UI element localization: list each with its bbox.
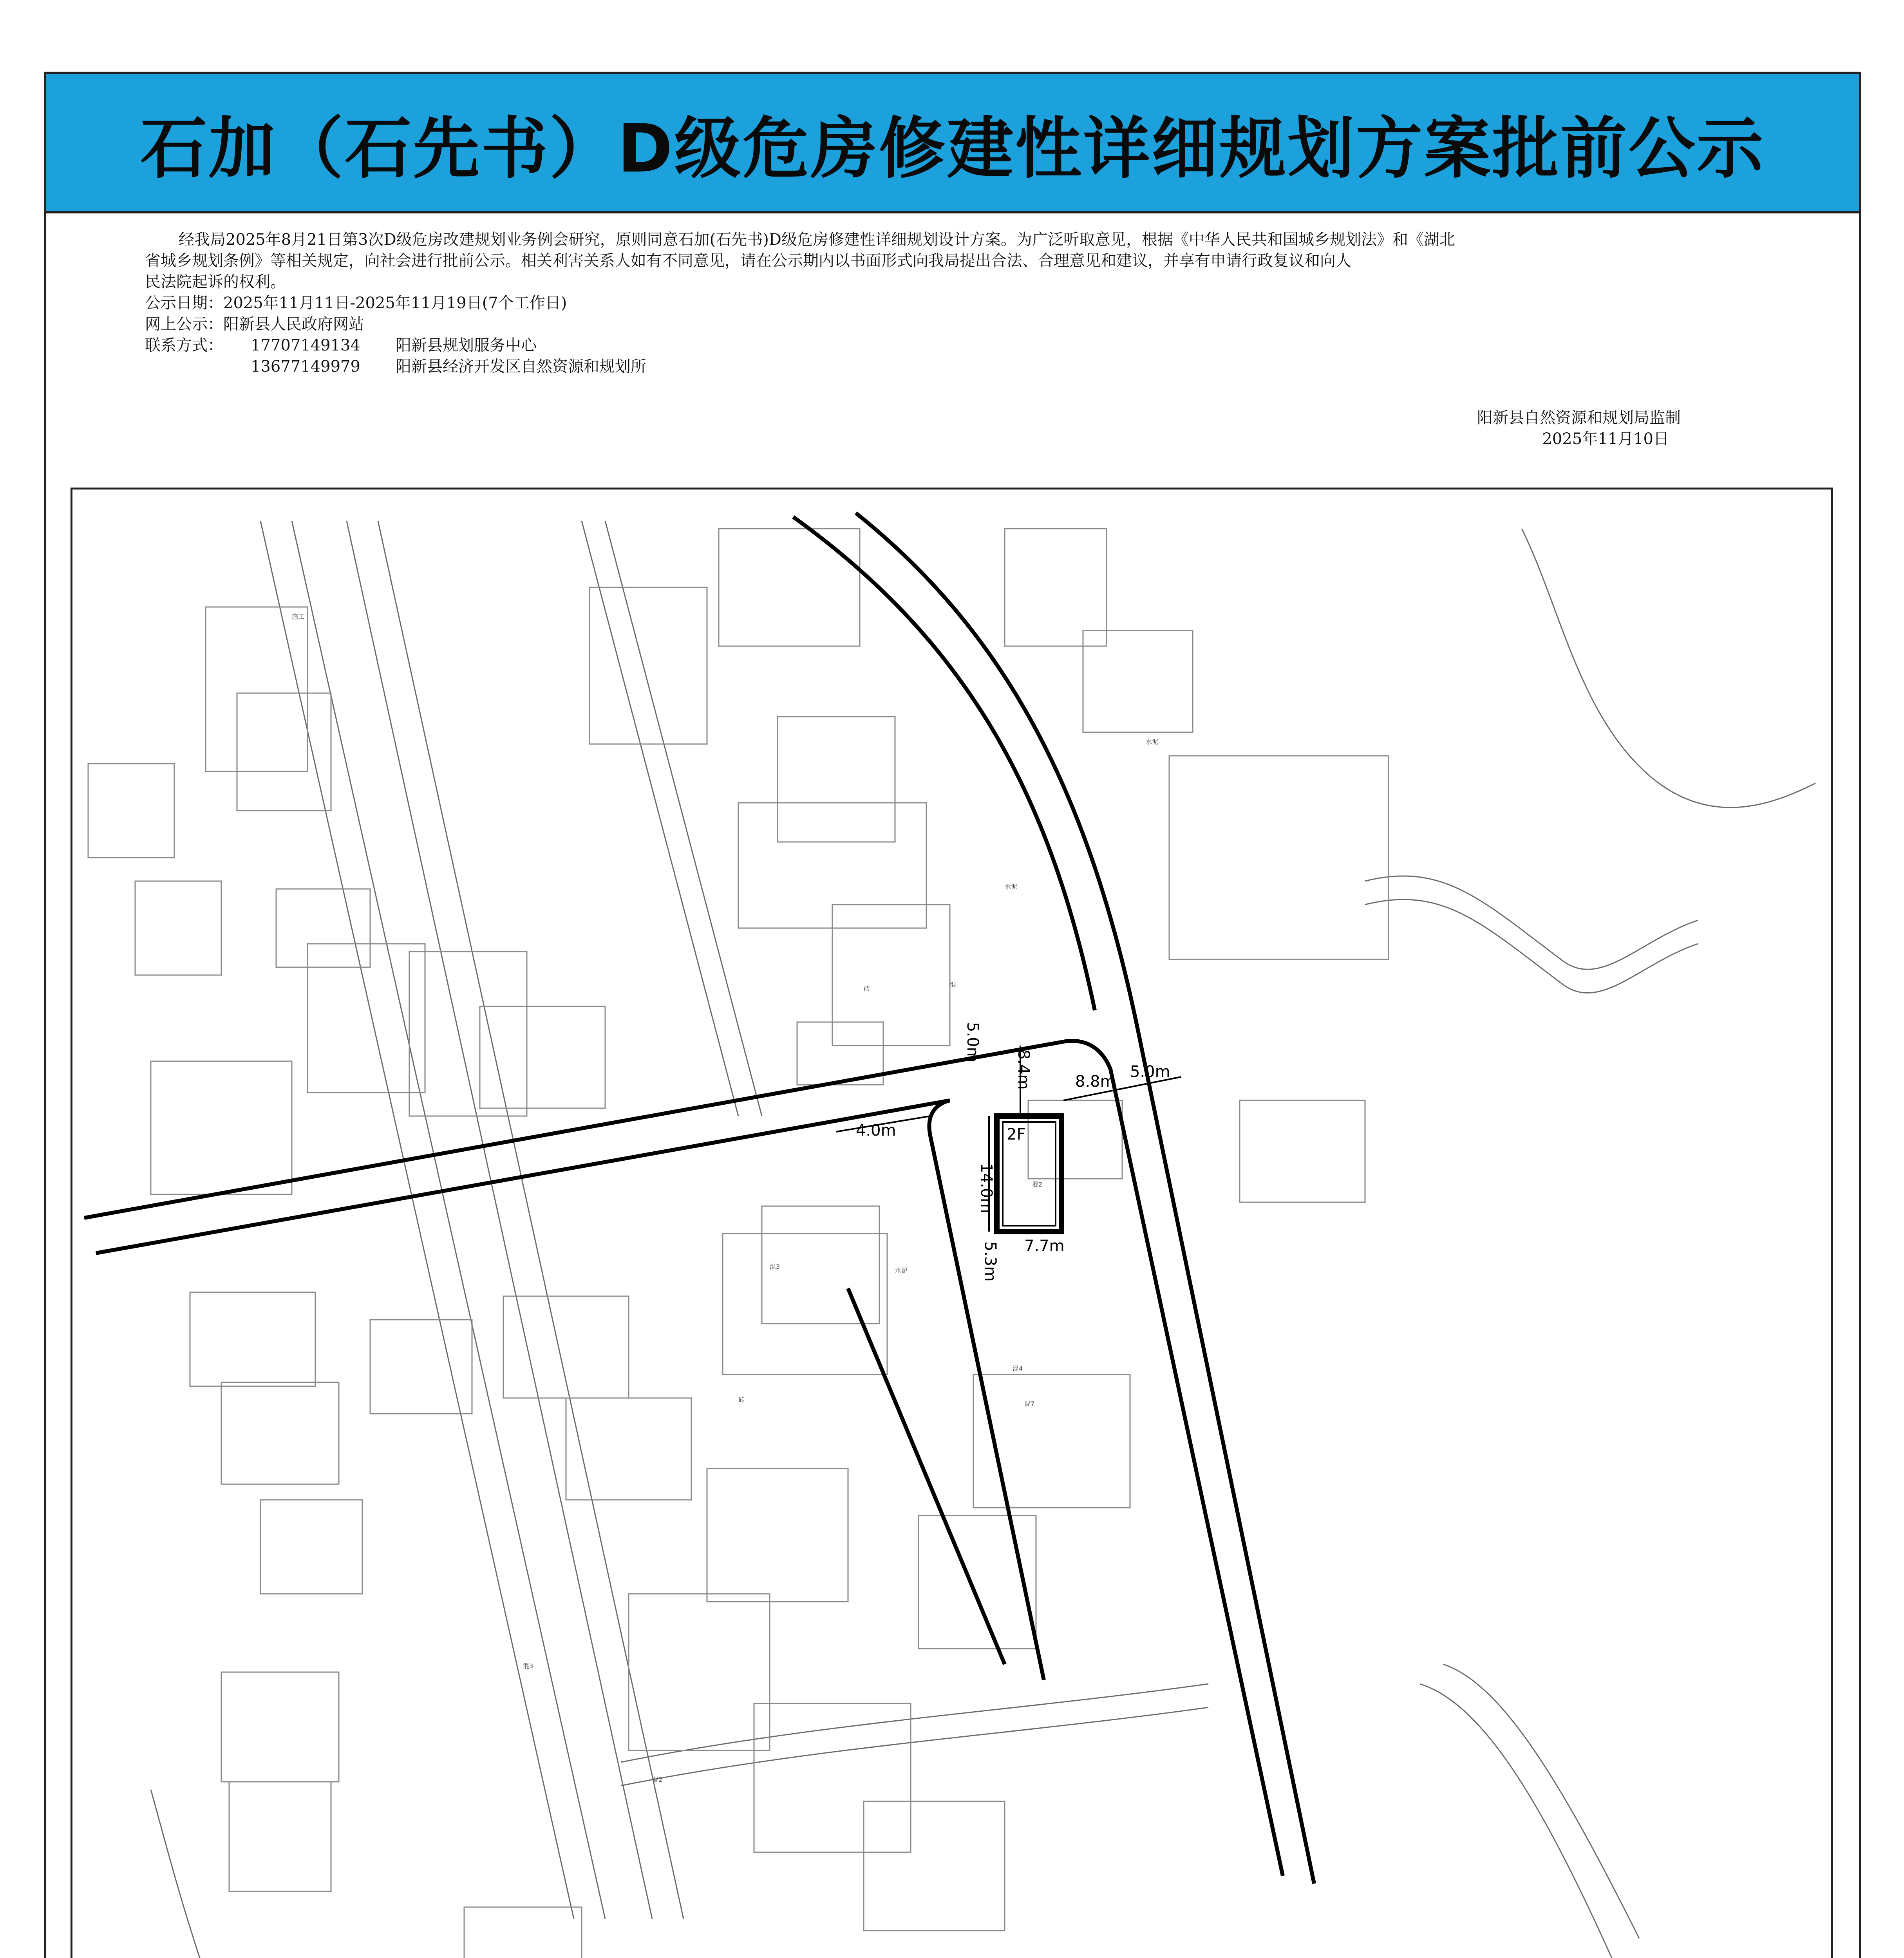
map-label-3: 水泥 <box>895 1267 908 1274</box>
dim-5m-left: 5.0m <box>964 1022 982 1062</box>
map-label-7: 混3 <box>770 1263 780 1270</box>
map-label-14: 混3 <box>523 1662 533 1670</box>
dim-5-3m: 5.3m <box>981 1241 999 1282</box>
contact-phone-1: 17707149134 <box>251 336 360 354</box>
map-label-13: 混2 <box>652 1776 663 1783</box>
header-banner <box>46 74 1859 213</box>
notice-paragraph-1: 经我局2025年8月21日第3次D级危房改建规划业务例会研究，原则同意石加(石先书)D级危房修建性详细规划设计方案。为广泛听取意见，根据《中华人民共和国城乡规划法》和《湖北 <box>179 231 1455 249</box>
notice-date: 公示日期：2025年11月11日-2025年11月19日(7个工作日) <box>145 294 567 312</box>
notice-paragraph-2: 省城乡规划条例》等相关规定，向社会进行批前公示。相关利害关系人如有不同意见，请在公示期内以书面形式向我局提出合法、合理意见和建议，并享有申请行政复议和向人 <box>145 252 1351 270</box>
map-labels <box>292 613 1158 1958</box>
map-label-1: 砖 <box>864 985 870 992</box>
site-plan-map <box>71 488 1833 1958</box>
floors-label: 2F <box>1007 1125 1026 1143</box>
notice-paragraph-3: 民法院起诉的权利。 <box>145 273 286 291</box>
existing-buildings <box>88 529 1389 1958</box>
sign-date: 2025年11月10日 <box>1542 430 1669 448</box>
planned-roads <box>84 513 1314 1884</box>
map-label-10: 水泥 <box>1146 738 1159 746</box>
map-label-9: 混7 <box>1024 1400 1035 1407</box>
existing-roads <box>151 521 1815 1958</box>
notice-text <box>145 229 1727 377</box>
map-label-2: 混 <box>950 981 957 988</box>
page-title: 石加（石先书）D级危房修建性详细规划方案批前公示 <box>140 110 1765 188</box>
dim-8-4m: 8.4m <box>1014 1049 1032 1090</box>
dim-8-8m: 8.8m <box>1075 1073 1116 1091</box>
notice-web: 网上公示：阳新县人民政府网站 <box>145 315 364 333</box>
dim-4m: 4.0m <box>856 1122 896 1140</box>
site-plan-drawing <box>72 490 1831 1958</box>
contact-org-2: 阳新县经济开发区自然资源和规划所 <box>396 358 646 376</box>
signature: 阳新县自然资源和规划局监制 <box>1477 409 1681 427</box>
dim-14m: 14.0m <box>977 1163 995 1214</box>
map-label-5: 施工 <box>292 613 305 620</box>
contact-row-1 <box>145 335 1727 356</box>
dim-7-7m: 7.7m <box>1024 1237 1065 1255</box>
map-label-4: 砖 <box>738 1396 745 1403</box>
contact-phone-2: 13677149979 <box>251 358 360 376</box>
map-label-8: 混4 <box>1013 1365 1023 1372</box>
contact-label: 联系方式： <box>145 336 223 354</box>
dim-5m-right: 5.0m <box>1130 1063 1170 1081</box>
map-label-12: 水泥 <box>1005 883 1018 890</box>
map-label-6: 混2 <box>1032 1181 1043 1188</box>
contact-org-1: 阳新县规划服务中心 <box>396 336 537 354</box>
contact-row-2 <box>145 356 1727 377</box>
